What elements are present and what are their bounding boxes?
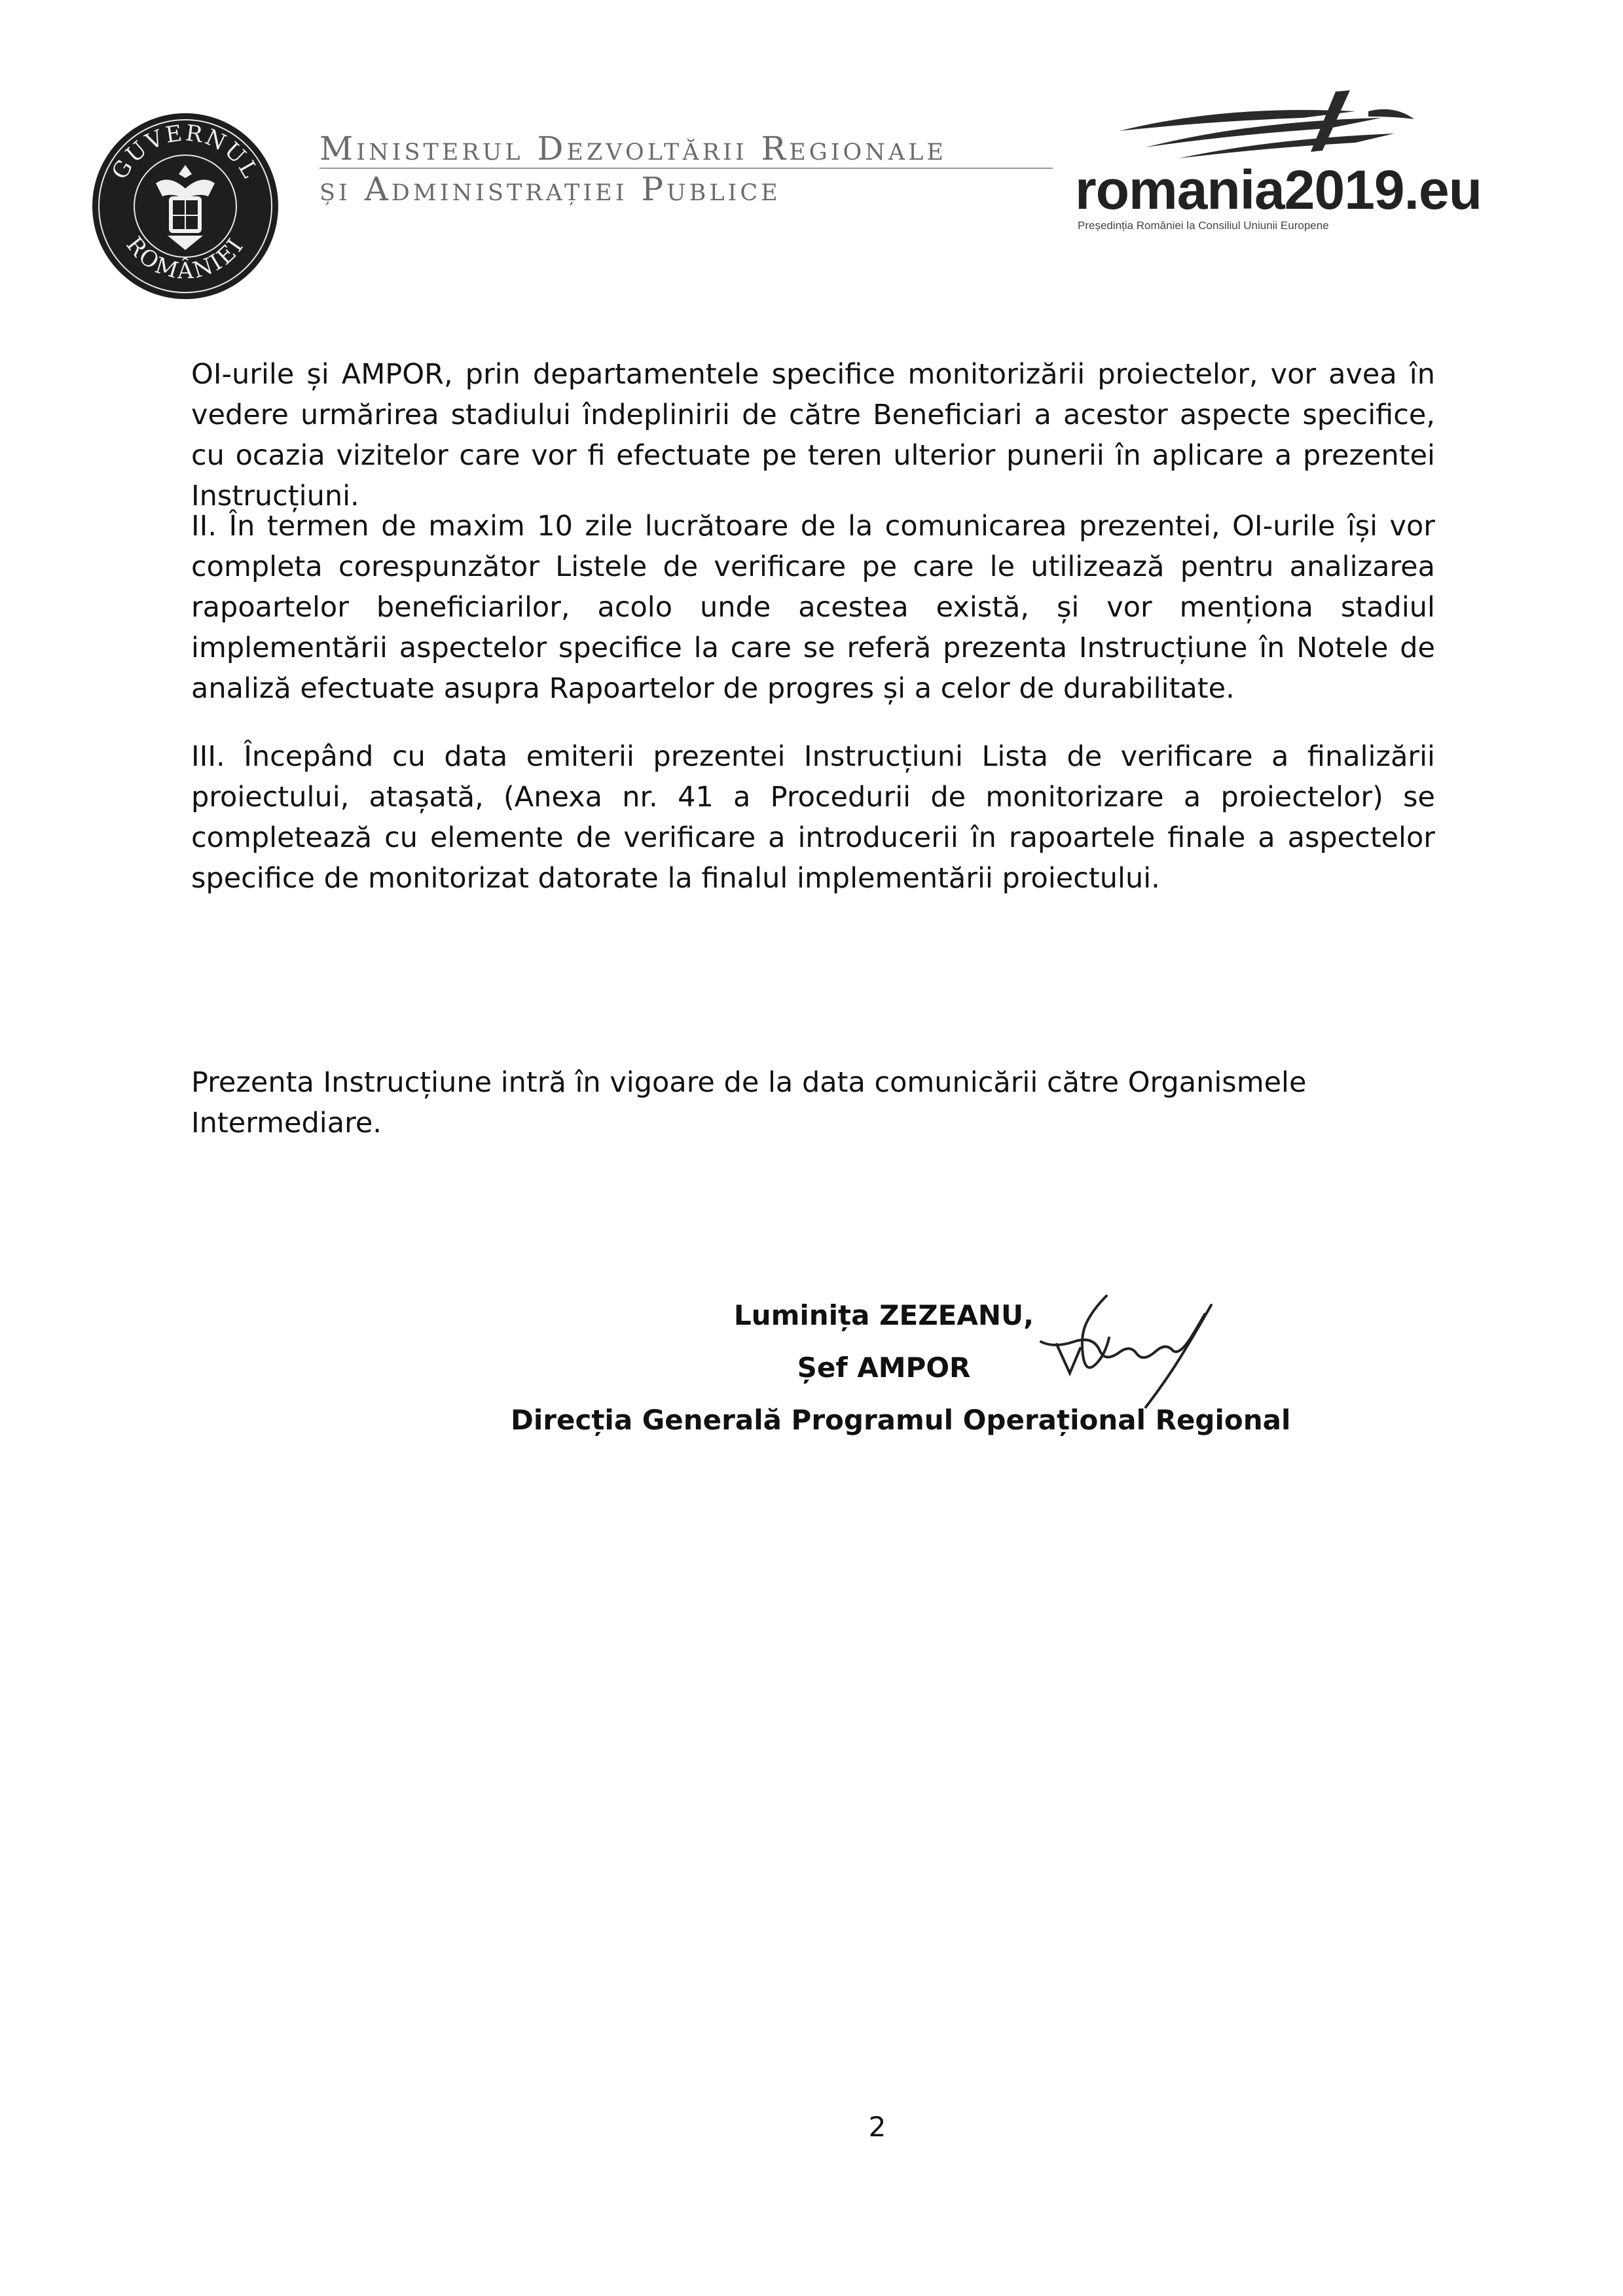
paragraph-monitoring: OI-urile și AMPOR, prin departamentele specifice monitorizării proiectelor, vor avea în vedere urmărirea stadiului îndeplinirii de către Beneficiari a acestor aspecte specifice, cu ocazia vizitelor care vor fi efectuate pe teren ulterior punerii în aplicare a prezentei Instrucțiuni. <box>191 358 1435 512</box>
signatory-name: Luminița ZEZEANU, <box>733 1299 1034 1331</box>
ministry-divider <box>319 168 1053 169</box>
page-number: 2 <box>868 2111 886 2143</box>
logo-tagline: Președinția României la Consiliul Uniunii Europene <box>1078 219 1329 232</box>
seal-bottom-text: ROMÂNIEI <box>120 232 250 285</box>
ministry-line-2: și Administrației Publice <box>319 170 781 208</box>
swoosh-icon <box>1106 85 1421 164</box>
signatory-department: Direcția Generală Programul Operațional Regional <box>511 1404 1291 1436</box>
government-seal-icon <box>90 111 280 301</box>
handwritten-signature-icon <box>1034 1283 1224 1414</box>
ministry-line-1: Ministerul Dezvoltării Regionale <box>319 130 947 168</box>
ministry-name <box>319 130 1053 208</box>
signatory-title: Șef AMPOR <box>797 1352 971 1384</box>
paragraph-section-iii: III. Începând cu data emiterii prezentei Instrucțiuni Lista de verificare a finalizării proiectului, atașată, (Anexa nr. 41 a Procedurii de monitorizare a proiectelor) se completează cu elemente de verificare a introducerii în rapoartele finale a aspectelor specifice de monitorizat datorate la finalul implementării proiectului. <box>191 740 1435 895</box>
paragraph-section-ii: II. În termen de maxim 10 zile lucrătoare de la comunicarea prezentei, OI-urile își vor completa corespunzător Listele de verificare pe care le utilizează pentru analizarea rapoartelor beneficiarilor, acolo unde acestea există, și vor menționa stadiul implementării aspectelor specifice la care se referă prezenta Instrucțiune în Notele de analiză efectuate asupra Rapoartelor de progres și a celor de durabilitate. <box>191 510 1435 705</box>
romania2019-logo <box>1067 85 1482 236</box>
logo-name: romania2019.eu <box>1075 159 1482 221</box>
seal-top-text: GUVERNUL <box>106 120 264 185</box>
paragraph-entry-into-force: Prezenta Instrucțiune intră în vigoare de la data comunicării către Organismele Intermediare. <box>191 1066 1307 1139</box>
